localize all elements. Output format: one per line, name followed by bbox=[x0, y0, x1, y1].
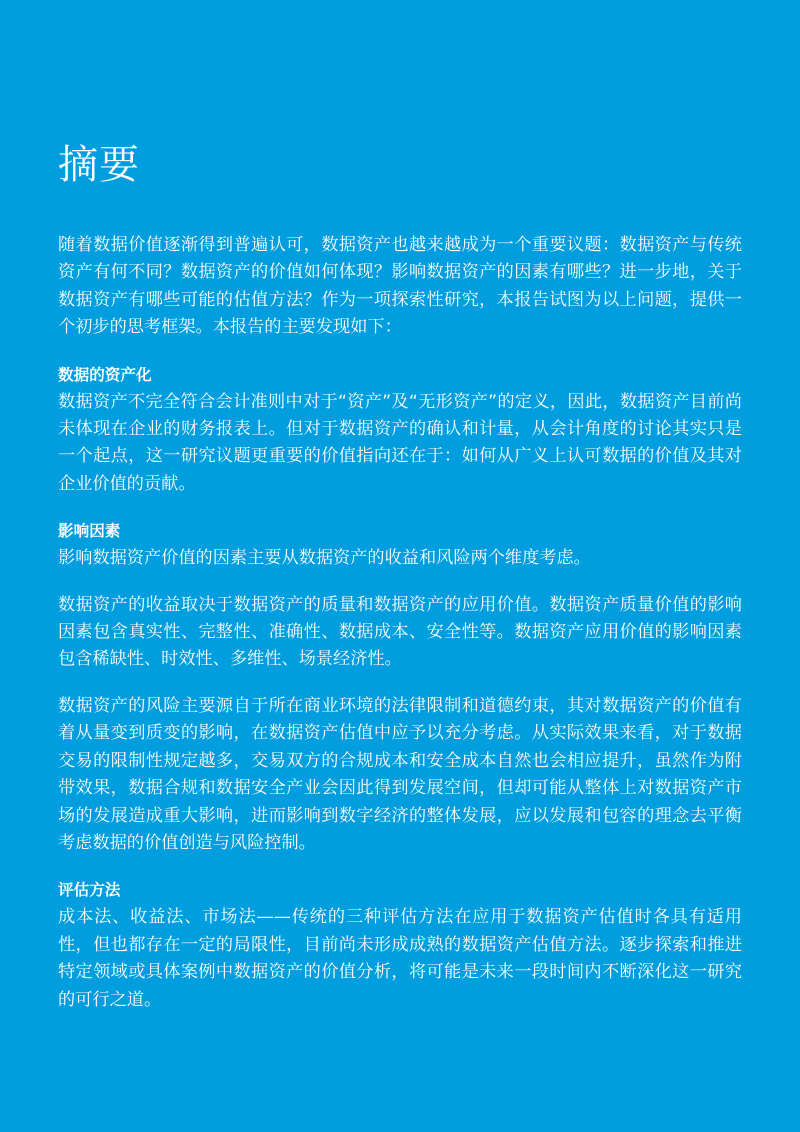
summary-body bbox=[58, 232, 742, 1014]
section-heading: 数据的资产化 bbox=[58, 365, 152, 384]
section-paragraph: 数据资产不完全符合会计准则中对于“资产”及“无形资产”的定义，因此，数据资产目前尚未体现在企业的财务报表上。但对于数据资产的确认和计量，从会计角度的讨论其实只是一个起点，这一研究议题更重要的价值指向还在于：如何从广义上认可数据的价值及其对企业价值的贡献。 bbox=[58, 391, 742, 494]
section-paragraph: 成本法、收益法、市场法——传统的三种评估方法在应用于数据资产估值时各具有适用性，但也都存在一定的局限性，目前尚未形成成熟的数据资产估值方法。逐步探索和推进特定领域或具体案例中数据资产的价值分析，将可能是未来一段时间内不断深化这一研究的可行之道。 bbox=[58, 907, 742, 1010]
section-heading: 影响因素 bbox=[58, 522, 121, 541]
intro-paragraph: 随着数据价值逐渐得到普遍认可，数据资产也越来越成为一个重要议题：数据资产与传统资产有何不同？数据资产的价值如何体现？影响数据资产的因素有哪些？进一步地，关于数据资产有哪些可能的估值方法？作为一项探索性研究，本报告试图为以上问题，提供一个初步的思考框架。本报告的主要发现如下： bbox=[58, 235, 742, 338]
section-paragraph: 数据资产的收益取决于数据资产的质量和数据资产的应用价值。数据资产质量价值的影响因素包含真实性、完整性、准确性、数据成本、安全性等。数据资产应用价值的影响因素包含稀缺性、时效性、多维性、场景经济性。 bbox=[58, 594, 742, 670]
section-heading: 评估方法 bbox=[58, 881, 121, 900]
page-title: 摘要 bbox=[58, 142, 140, 188]
section-data-assetization bbox=[58, 362, 742, 499]
section-influencing-factors bbox=[58, 518, 742, 857]
section-paragraph: 数据资产的风险主要源自于所在商业环境的法律限制和道德约束，其对数据资产的价值有着从量变到质变的影响，在数据资产估值中应予以充分考虑。从实际效果来看，对于数据交易的限制性规定越多，交易双方的合规成本和安全成本自然也会相应提升，虽然作为附带效果，数据合规和数据安全产业会因此得到发展空间，但却可能从整体上对数据资产市场的发展造成重大影响，进而影响到数字经济的整体发展，应以发展和包容的理念去平衡考虑数据的价值创造与风险控制。 bbox=[58, 695, 742, 853]
section-paragraph: 影响数据资产价值的因素主要从数据资产的收益和风险两个维度考虑。 bbox=[58, 548, 591, 569]
section-valuation-methods bbox=[58, 877, 742, 1014]
